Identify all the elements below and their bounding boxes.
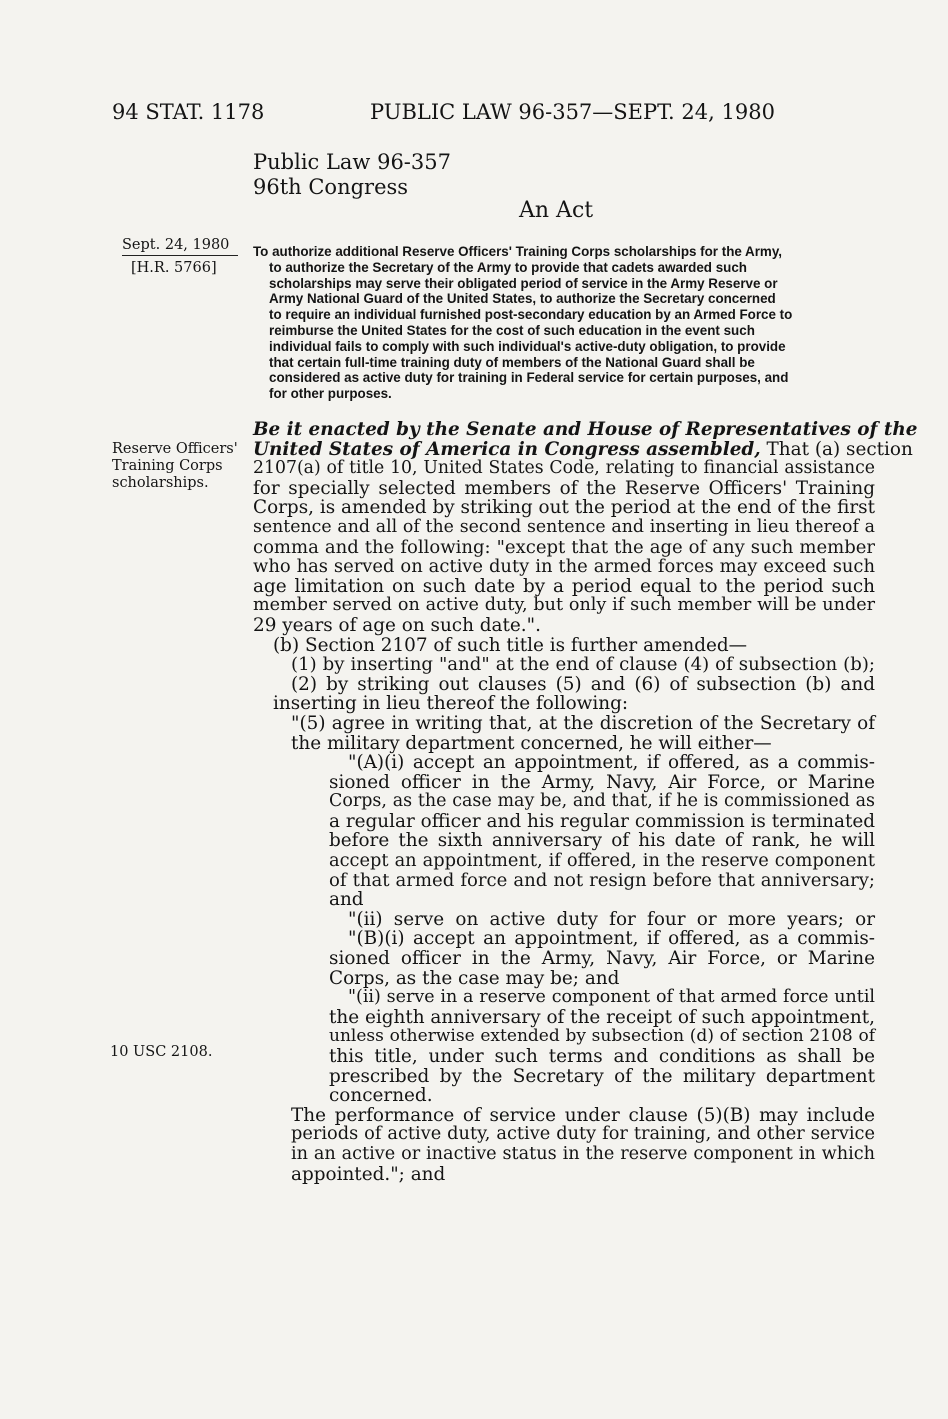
statute-body bbox=[253, 419, 918, 1185]
body-line: Corps, is amended by striking out the period at the end of the first bbox=[253, 497, 875, 519]
body-line: who has served on active duty in the armed forces may exceed such bbox=[253, 556, 875, 578]
purpose-line: To authorize additional Reserve Officers' Training Corps scholarships for the Army, bbox=[253, 244, 782, 259]
purpose-line: for other purposes. bbox=[269, 386, 392, 402]
closing-line: The performance of service under clause (5)(B) may include bbox=[291, 1104, 875, 1126]
purpose-line: individual fails to comply with such individual's active-duty obligation, to provide bbox=[269, 338, 786, 354]
body-line: for specially selected members of the Reserve Officers' Training bbox=[253, 477, 875, 499]
body-line: 2107(a) of title 10, United States Code, relating to financial assistance bbox=[253, 458, 875, 479]
purpose-line: reimburse the United States for the cost of such education in the event such bbox=[269, 322, 755, 338]
purpose-line: that certain full-time training duty of members of the National Guard shall be bbox=[269, 354, 755, 370]
body-line: member served on active duty, but only if such member will be under bbox=[253, 595, 875, 616]
margin-bill-number: [H.R. 5766] bbox=[131, 260, 217, 276]
margin-note-line: Training Corps bbox=[112, 458, 223, 474]
quoted-clause-5: the military department concerned, he will either— bbox=[291, 732, 772, 754]
closing-line: in an active or inactive status in the reserve component in which bbox=[291, 1143, 875, 1164]
margin-note-rotc bbox=[112, 441, 240, 492]
clause-a-i-line: of that armed force and not resign before that anniversary; bbox=[329, 869, 875, 891]
margin-date: Sept. 24, 1980 bbox=[122, 237, 238, 256]
enacting-clause-line bbox=[253, 438, 913, 460]
clause-a-i-line: and bbox=[329, 889, 364, 911]
clause-a-i-line: "(A)(i) accept an appointment, if offered, as a commis- bbox=[348, 752, 875, 774]
closing-line: periods of active duty, active duty for training, and other service bbox=[291, 1124, 875, 1145]
margin-note-line: scholarships. bbox=[112, 475, 209, 491]
purpose-line: to require an individual furnished post-secondary education by an Armed Force to bbox=[269, 307, 793, 323]
clause-b-ii-line: "(ii) serve in a reserve component of that armed force until bbox=[348, 987, 875, 1008]
clause-b-i-line: Corps, as the case may be; and bbox=[329, 967, 620, 989]
purpose-line: considered as active duty for training in Federal service for certain purposes, and bbox=[269, 370, 789, 386]
quoted-clause-5: "(5) agree in writing that, at the discretion of the Secretary of bbox=[291, 712, 875, 734]
clause-b-ii-line: prescribed by the Secretary of the military department bbox=[329, 1065, 875, 1087]
closing-line: appointed."; and bbox=[291, 1163, 446, 1185]
stat-page-number: 94 STAT. 1178 bbox=[112, 100, 265, 124]
clause-b-ii-line: this title, under such terms and conditions as shall be bbox=[329, 1046, 875, 1067]
clause-a-i-line: accept an appointment, if offered, in the reserve component bbox=[329, 850, 875, 872]
purpose-statement bbox=[253, 244, 875, 402]
body-line: age limitation on such date by a period equal to the period such bbox=[253, 575, 875, 597]
clause-b-i-line: sioned officer in the Army, Navy, Air Force, or Marine bbox=[329, 948, 875, 970]
enacting-clause-line bbox=[253, 419, 918, 440]
clause-b-i-line: "(B)(i) accept an appointment, if offered, as a commis- bbox=[348, 928, 875, 950]
clause-b-ii-line: the eighth anniversary of the receipt of such appointment, bbox=[329, 1006, 875, 1028]
margin-usc-citation: 10 USC 2108. bbox=[110, 1044, 213, 1060]
act-heading: An Act bbox=[519, 198, 594, 223]
section-b-item-2: inserting in lieu thereof the following: bbox=[273, 693, 629, 715]
section-b-item-2: (2) by striking out clauses (5) and (6) of subsection (b) and bbox=[291, 673, 875, 695]
clause-a-i-line: Corps, as the case may be, and that, if he is commissioned as bbox=[329, 791, 875, 812]
clause-a-i-line: sioned officer in the Army, Navy, Air Force, or Marine bbox=[329, 771, 875, 793]
congress-label: 96th Congress bbox=[253, 175, 409, 199]
body-line: sentence and all of the second sentence and inserting in lieu thereof a bbox=[253, 516, 875, 537]
body-line: comma and the following: "except that the age of any such member bbox=[253, 536, 875, 558]
enacting-clause: Be it enacted by the Senate and House of Representatives of the bbox=[253, 419, 918, 440]
margin-note-line: Reserve Officers' bbox=[112, 441, 238, 457]
running-title: PUBLIC LAW 96-357—SEPT. 24, 1980 bbox=[370, 100, 775, 124]
section-b-item-1: (1) by inserting "and" at the end of clause (4) of subsection (b); bbox=[291, 654, 875, 676]
purpose-line: scholarships may serve their obligated period of service in the Army Reserve or bbox=[269, 275, 778, 291]
section-b-intro: (b) Section 2107 of such title is further amended— bbox=[273, 634, 748, 656]
body-line: 29 years of age on such date.". bbox=[253, 614, 541, 636]
clause-a-ii: "(ii) serve on active duty for four or more years; or bbox=[348, 908, 875, 930]
clause-b-ii-line: concerned. bbox=[329, 1085, 433, 1107]
enacting-clause-italic: United States of America in Congress assembled, bbox=[253, 438, 761, 460]
public-law-number: Public Law 96-357 bbox=[253, 150, 451, 174]
clause-b-ii-line: unless otherwise extended by subsection (d) of section 2108 of bbox=[329, 1026, 875, 1047]
purpose-line: Army National Guard of the United States, to authorize the Secretary concerned bbox=[269, 291, 776, 307]
clause-a-i-line: a regular officer and his regular commission is terminated bbox=[329, 810, 875, 832]
purpose-line: to authorize the Secretary of the Army to provide that cadets awarded such bbox=[269, 259, 747, 275]
enacting-clause-rest: That (a) section bbox=[760, 438, 913, 460]
clause-a-i-line: before the sixth anniversary of his date of rank, he will bbox=[329, 830, 875, 852]
